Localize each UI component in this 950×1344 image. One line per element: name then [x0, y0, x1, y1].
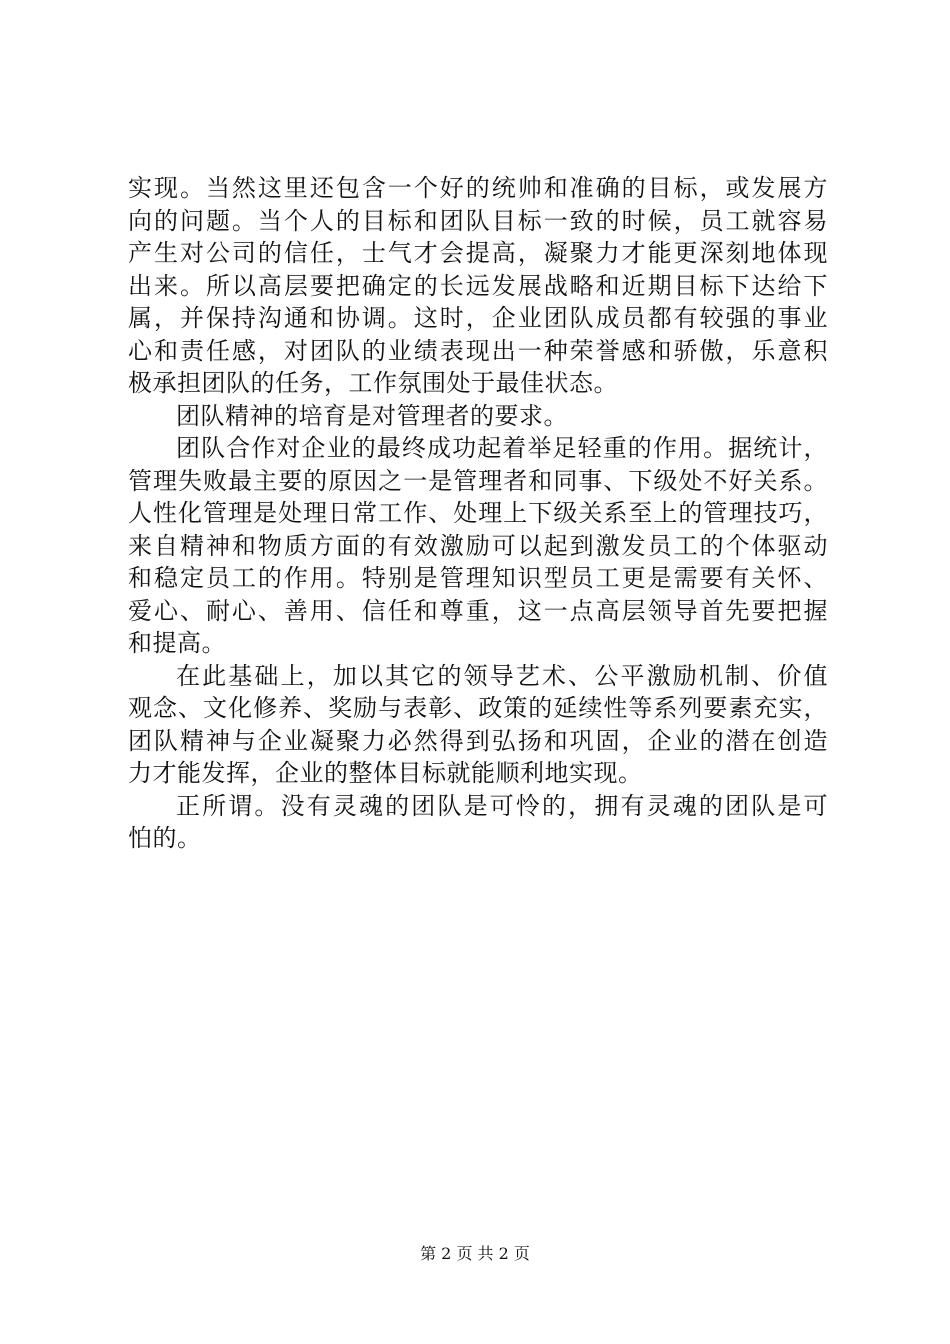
text-line: 极承担团队的任务，工作氛围处于最佳状态。 — [128, 369, 618, 397]
text-line: 团队精神的培育是对管理者的要求。 — [176, 401, 568, 430]
text-line: 爱心、耐心、善用、信任和尊重，这一点高层领导首先要把握 — [128, 596, 828, 625]
text-line: 管理失败最主要的原因之一是管理者和同事、下级处不好关系。 — [128, 466, 828, 495]
text-line: 产生对公司的信任，士气才会提高，凝聚力才能更深刻地体现 — [128, 239, 828, 267]
text-line: 在此基础上，加以其它的领导艺术、公平激励机制、价值 — [176, 661, 828, 690]
text-line: 实现。当然这里还包含一个好的统帅和准确的目标，或发展方 — [128, 174, 828, 202]
text-line: 怕的。 — [128, 824, 202, 852]
text-line: 团队合作对企业的最终成功起着举足轻重的作用。据统计， — [176, 434, 828, 462]
text-line: 属，并保持沟通和协调。这时，企业团队成员都有较强的事业 — [128, 304, 828, 332]
text-line: 和提高。 — [128, 629, 226, 657]
document-body — [128, 172, 828, 855]
text-line: 和稳定员工的作用。特别是管理知识型员工更是需要有关怀、 — [128, 564, 828, 592]
text-line: 观念、文化修养、奖励与表彰、政策的延续性等系列要素充实， — [128, 694, 828, 722]
text-line: 向的问题。当个人的目标和团队目标一致的时候，员工就容易 — [128, 206, 828, 235]
text-line: 出来。所以高层要把确定的长远发展战略和近期目标下达给下 — [128, 271, 828, 300]
text-line: 人性化管理是处理日常工作、处理上下级关系至上的管理技巧， — [128, 499, 828, 527]
text-line: 来自精神和物质方面的有效激励可以起到激发员工的个体驱动 — [128, 531, 828, 560]
text-line: 正所谓。没有灵魂的团队是可怜的，拥有灵魂的团队是可 — [176, 791, 828, 820]
page-number-footer: 第 2 页 共 2 页 — [420, 1244, 530, 1263]
text-line: 团队精神与企业凝聚力必然得到弘扬和巩固，企业的潜在创造 — [128, 726, 828, 755]
text-line: 心和责任感，对团队的业绩表现出一种荣誉感和骄傲，乐意积 — [128, 336, 828, 365]
text-line: 力才能发挥，企业的整体目标就能顺利地实现。 — [128, 759, 643, 787]
